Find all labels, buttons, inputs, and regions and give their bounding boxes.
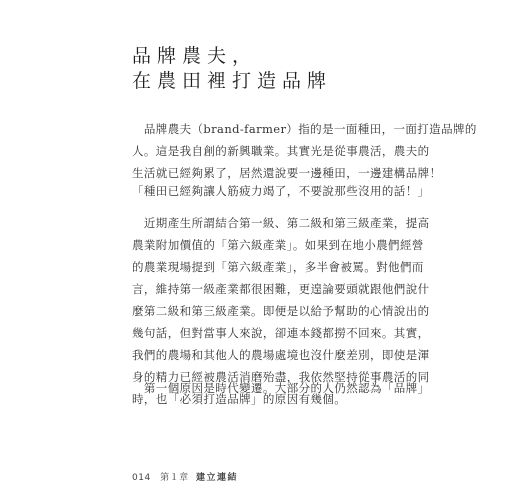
text-line: 近期產生所謂結合第一級、第二級和第三級產業，提高 [132,216,430,230]
paragraph-1 [132,118,477,184]
page-footer [132,470,238,483]
text-line: 時，也「必須打造品牌」的原因有幾個。 [132,392,347,406]
text-line: 品牌農夫（brand-farmer）指的是一面種田，一面打造品牌的 [132,122,477,136]
text-line: 麼第二級和第三級產業。即便是以給予幫助的心情說出的 [132,304,430,318]
page-number: 014 [132,473,151,483]
text-line: 的農業現場提到「第六級產業」，多半會被罵。對他們而 [132,260,424,274]
text-line: 身的精力已經被農活消磨殆盡，我依然堅持從事農活的同 [132,370,430,384]
chapter-title [132,44,332,94]
chapter-label: 第１章 [160,473,189,483]
text-line: 言，維持第一級產業都很困難，更遑論要頭就跟他們說什 [132,282,430,296]
quote-line: 「種田已經夠讓人筋疲力竭了，不要說那些沒用的話！」 [132,184,430,198]
title-line-1: 品牌農夫， [132,45,258,67]
section-label: 建立連結 [195,473,238,483]
text-line: 我們的農場和其他人的農場處境也沒什麼差別，即使是渾 [132,348,430,362]
text-line: 人。這是我自創的新興職業。其實光是從事農活，農夫的 [132,144,430,158]
text-line: 農業附加價值的「第六級產業」。如果到在地小農們經營 [132,238,424,252]
text-line: 生活就已經夠累了，居然還說要一邊種田，一邊建構品牌！ [132,166,442,180]
text-line: 第一個原因是時代變遷。大部分的人仍然認為「品牌」 [132,381,430,395]
title-line-2: 在農田裡打造品牌 [132,70,333,92]
text-line: 幾句話，但對當事人來說，卻連本錢都撈不回來。其實， [132,326,430,340]
